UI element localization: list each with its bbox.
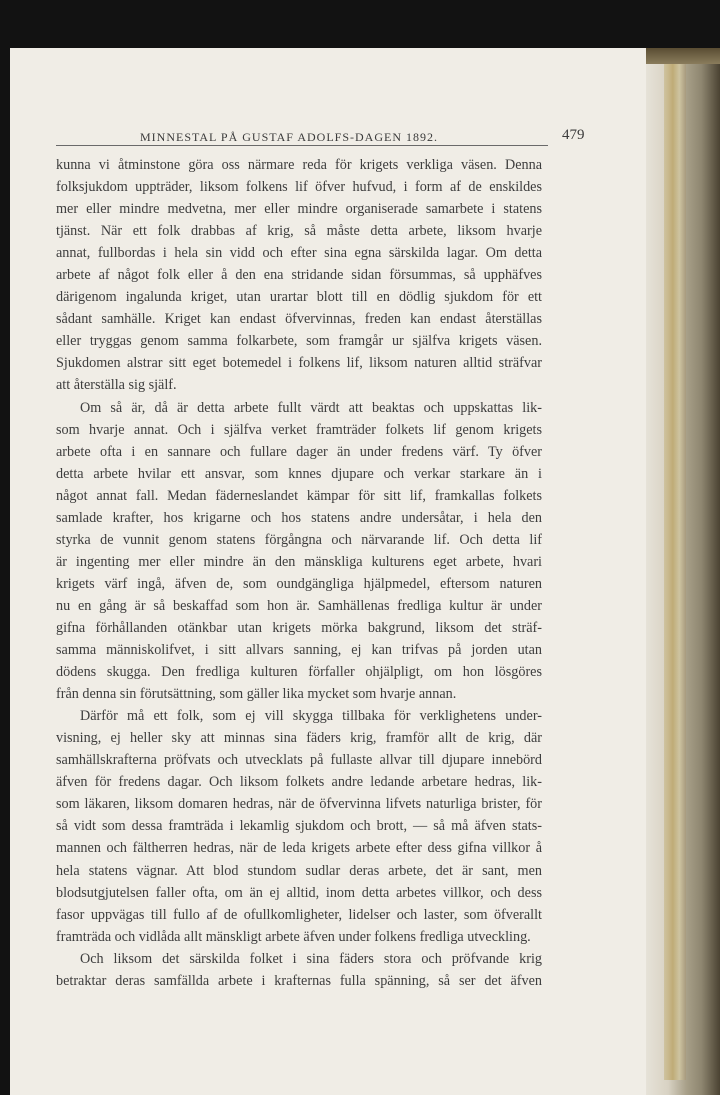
- text-line: som läkaren, liksom domaren hedras, när de öfvervinna lifvets naturliga brister, för: [56, 796, 542, 813]
- text-line: nu en gång är så beskaffad som hon är. Samhällenas fredliga kultur är under: [56, 597, 542, 614]
- running-head: MINNESTAL PÅ GUSTAF ADOLFS-DAGEN 1892.: [140, 130, 438, 144]
- text-line: hela statens vägnar. Att blod stundom sudlar deras arbete, det är sant, men: [56, 862, 542, 879]
- text-line: framträda och vidlåda allt mänskligt arbete äfven under folkens fredliga utveckling.: [56, 928, 531, 945]
- text-line: blodsutgjutelsen faller ofta, om än ej alltid, inom detta arbetes villkor, och dess: [56, 884, 542, 901]
- text-line: något annat fall. Medan fäderneslandet kämpar för sitt lif, framkallas folkets: [56, 487, 542, 504]
- book-top-edge: [646, 48, 720, 64]
- text-line: från denna sin förutsättning, som gäller lika mycket som hvarje annan.: [56, 686, 457, 703]
- text-line: sådant samhälle. Kriget kan endast öfvervinnas, freden kan endast återställas: [56, 311, 542, 328]
- text-line: äfven för fredens dagar. Och liksom folkets andre ledande arbetare hedras, lik-: [56, 774, 542, 791]
- book-binding: [664, 60, 686, 1080]
- text-line: gifna förhållanden otänkbar utan krigets mörka bakgrund, liksom det sträf-: [56, 619, 542, 636]
- text-line: annat, fullbordas i hela sin vidd och efter sina egna särskilda lagar. Om detta: [56, 245, 542, 262]
- text-line: styrka de vunnit genom statens förgångna och närvarande lif. Och detta lif: [56, 531, 542, 548]
- text-line: att återställa sig själf.: [56, 377, 177, 394]
- text-line: visning, ej heller sky att minnas sina fäders krig, framför allt de krig, där: [56, 730, 542, 747]
- text-line: arbete ofta i en sannare och fullare dager än under fredens värf. Ty öfver: [56, 443, 542, 460]
- page-number: 479: [562, 127, 585, 143]
- text-line: samhällskrafterna pröfvats och utvecklats på fullaste allvar till djupare innebörd: [56, 752, 542, 769]
- text-line: fasor uppvägas till fullo af de ofullkomligheter, lidelser och laster, som öfverallt: [56, 906, 542, 923]
- text-line: Och liksom det särskilda folket i sina fäders stora och pröfvande krig: [80, 950, 542, 967]
- text-line: Därför må ett folk, som ej vill skygga tillbaka för verklighetens under-: [80, 708, 542, 725]
- page-header: [56, 126, 596, 146]
- text-line: samlade krafter, hos krigarne och hos statens andre undersåtar, i hela den: [56, 509, 542, 526]
- text-line: mer eller mindre medvetna, mer eller mindre organiserade samarbete i statens: [56, 201, 542, 218]
- text-line: Om så är, då är detta arbete fullt värdt att beaktas och uppskattas lik-: [80, 399, 542, 416]
- text-line: är ingenting mer eller mindre än den mänskliga kulturens eget arbete, hvari: [56, 553, 542, 570]
- text-line: Sjukdomen alstrar sitt eget botemedel i folkens lif, liksom naturen alltid sträfvar: [56, 355, 542, 372]
- text-line: dödens skugga. Den fredliga kulturen förfaller ohjälpligt, om hon lösgöres: [56, 664, 542, 681]
- text-line: mannen och fältherren hedras, när de leda krigets arbete efter dess gifna villkor å: [56, 840, 542, 857]
- text-line: som hvarje annat. Och i själfva verket framträder folkets lif genom krigets: [56, 421, 542, 438]
- body-text: [56, 154, 542, 992]
- text-line: kunna vi åtminstone göra oss närmare reda för krigets verkliga väsen. Denna: [56, 157, 542, 173]
- text-line: så vidt som dessa framträda i lekamlig sjukdom och brott, — så må äfven stats-: [56, 818, 542, 835]
- text-line: arbete af något folk eller å den ena stridande sidan försummas, så upphäfves: [56, 267, 542, 284]
- text-line: tjänst. När ett folk drabbas af krig, så måste detta arbete, liksom hvarje: [56, 223, 542, 240]
- text-line: samma människolifvet, i sitt allvars sanning, ej kan trifvas på jorden utan: [56, 642, 542, 659]
- text-line: folksjukdom uppträder, liksom folkens lif öfver hufvud, i form af de enskildes: [56, 179, 542, 196]
- text-line: därigenom ingalunda kriget, utan urartar blott till en dödlig sjukdom för ett: [56, 289, 542, 306]
- text-line: detta arbete hvilar ett ansvar, som knnes djupare och verkar starkare än i: [56, 465, 542, 482]
- text-line: eller tryggas genom samma folkarbete, som framgår ur själfva krigets väsen.: [56, 333, 542, 350]
- text-line: betraktar deras samfällda arbete i krafternas fulla spänning, så ser det äfven: [56, 972, 542, 989]
- header-rule: [56, 145, 548, 146]
- text-line: krigets värf ingå, äfven de, som oundgängliga hjälpmedel, eftersom naturen: [56, 575, 542, 592]
